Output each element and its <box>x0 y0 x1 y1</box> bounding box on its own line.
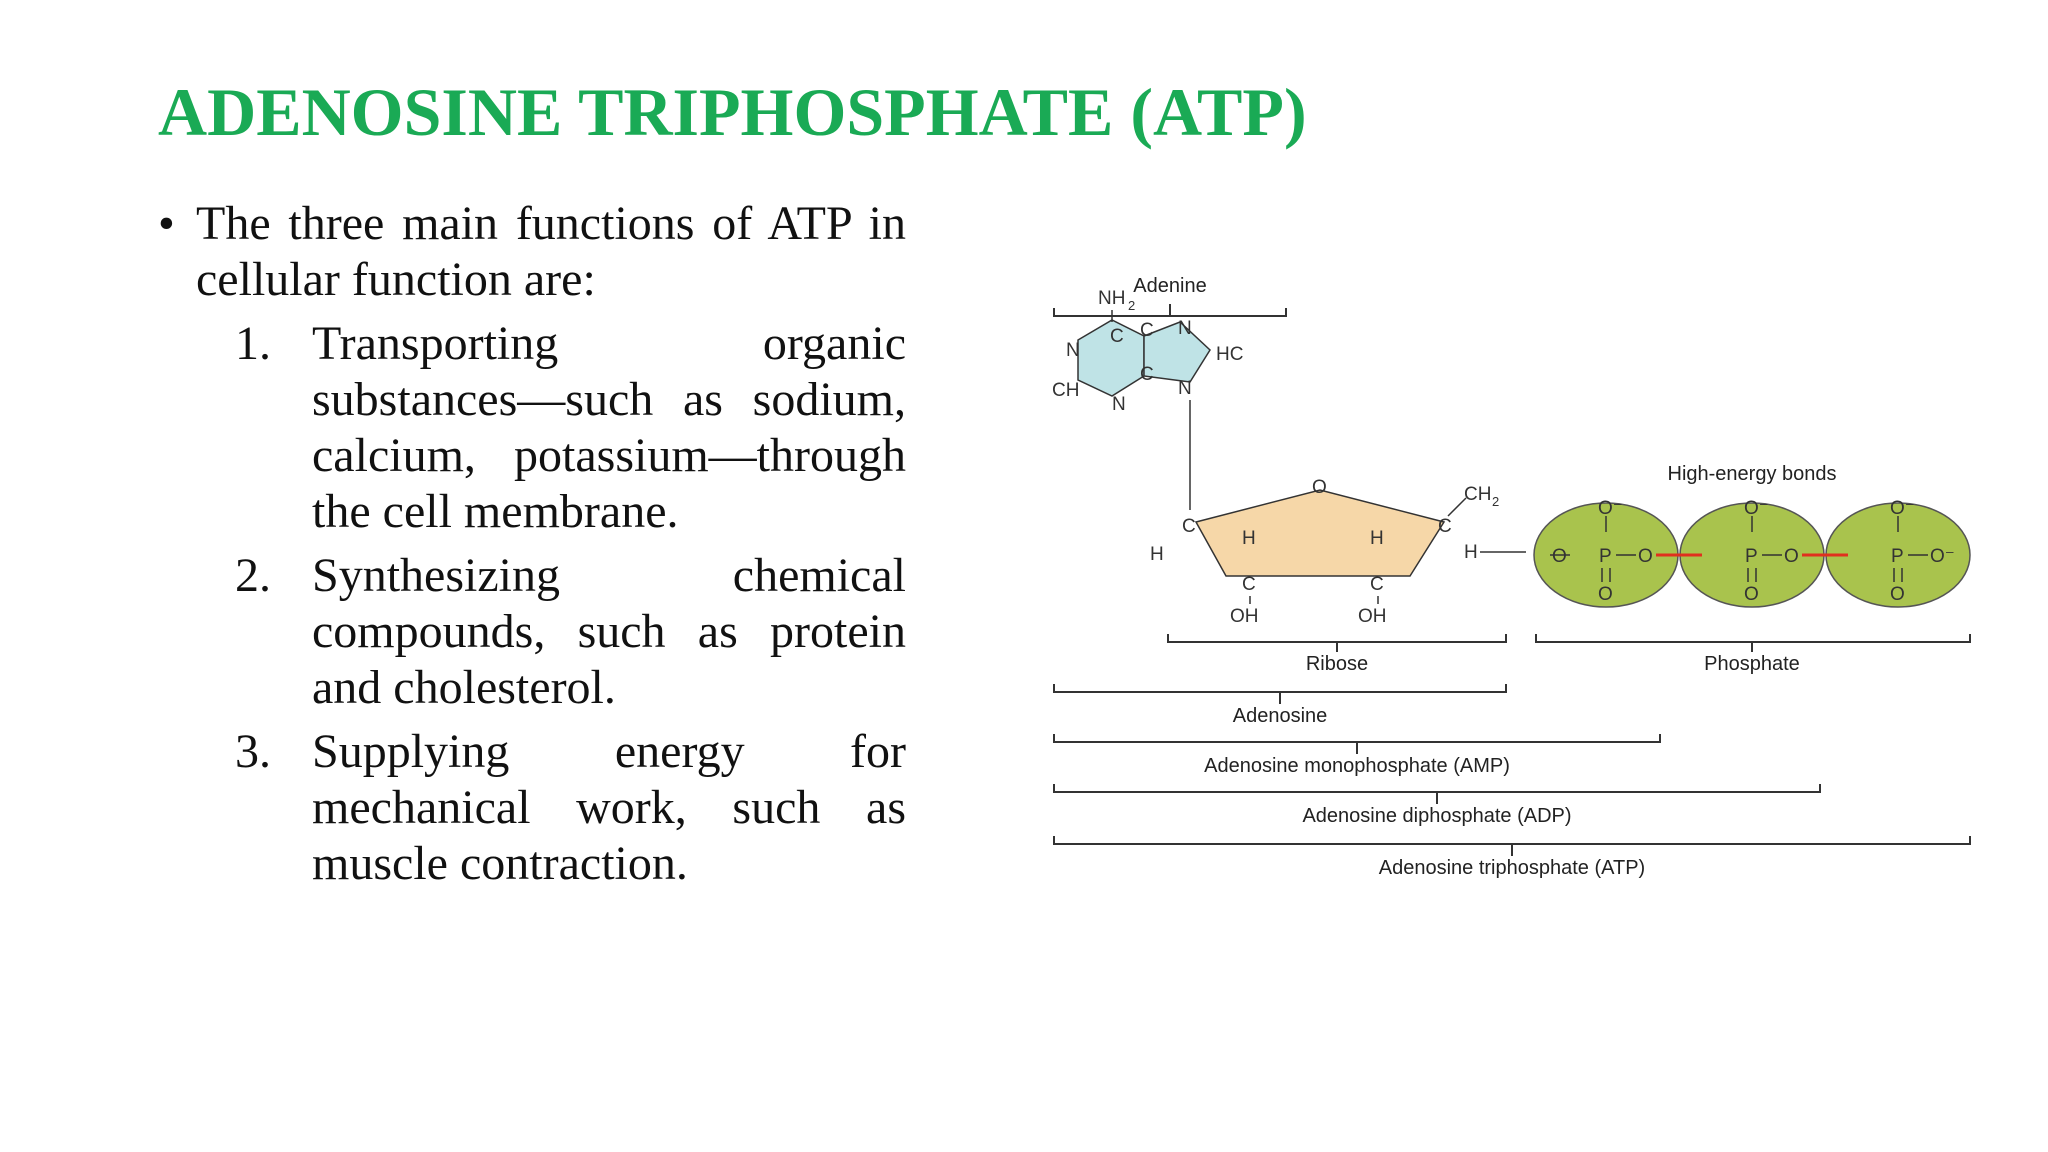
slide-title: ADENOSINE TRIPHOSPHATE (ATP) <box>158 74 1307 150</box>
function-list <box>158 316 906 892</box>
intro-text: The three main functions of ATP in cellular function are: <box>196 197 906 306</box>
atom-label: CH <box>1464 484 1492 505</box>
atom-label: O <box>1312 477 1327 498</box>
atom-label: O <box>1784 546 1799 567</box>
atom-label: C <box>1182 516 1196 537</box>
list-item <box>158 316 906 540</box>
atom-label: H <box>1370 528 1384 549</box>
atom-label: O⁻ <box>1598 498 1623 519</box>
amp-label: Adenosine monophosphate (AMP) <box>1204 755 1510 777</box>
atom-label: N <box>1178 378 1192 399</box>
atom-label: H <box>1242 528 1256 549</box>
atom-label: O <box>1552 546 1567 567</box>
atom-label: O⁻ <box>1890 498 1915 519</box>
list-item <box>158 724 906 892</box>
atom-label: C <box>1242 574 1256 595</box>
list-item-text: Synthesizing chemical compounds, such as protein and cholesterol. <box>312 549 906 714</box>
atom-label: H <box>1464 542 1478 563</box>
atom-label: N <box>1112 394 1126 415</box>
list-item-text: Transporting organic substances—such as sodium, calcium, potassium—through the cell membrane. <box>312 317 906 538</box>
phosphate-label: Phosphate <box>1704 653 1800 675</box>
atp-structure-diagram <box>1040 260 1980 900</box>
adp-label: Adenosine diphosphate (ADP) <box>1302 805 1572 827</box>
slide-body <box>158 196 906 892</box>
atom-label: P <box>1745 546 1758 567</box>
atom-label: P <box>1891 546 1904 567</box>
atom-label: C <box>1110 326 1124 347</box>
list-number: 3. <box>235 725 271 778</box>
high-energy-bonds-label: High-energy bonds <box>1667 463 1837 485</box>
atom-label: N <box>1178 318 1192 339</box>
ribose-label: Ribose <box>1305 653 1369 675</box>
atom-label: OH <box>1358 606 1387 627</box>
atom-subscript: 2 <box>1128 298 1136 313</box>
atom-label: HC <box>1216 344 1244 365</box>
list-item <box>158 548 906 716</box>
list-item-text: Supplying energy for mechanical work, such as muscle contraction. <box>312 725 906 890</box>
atom-label: C <box>1140 320 1154 341</box>
atom-subscript: 2 <box>1492 494 1500 509</box>
bullet-dot-icon: • <box>158 197 175 250</box>
atom-label: N <box>1066 340 1080 361</box>
adenosine-label: Adenosine <box>1232 705 1328 727</box>
atom-label: C <box>1140 364 1154 385</box>
atom-label: C <box>1370 574 1384 595</box>
atom-label: OH <box>1230 606 1259 627</box>
atom-label: O <box>1598 584 1613 605</box>
atom-label: O <box>1744 584 1759 605</box>
atom-label: C <box>1438 516 1452 537</box>
atom-label: P <box>1599 546 1612 567</box>
bullet-intro <box>158 196 906 308</box>
atom-label: O <box>1890 584 1905 605</box>
atom-label: O⁻ <box>1744 498 1769 519</box>
list-number: 2. <box>235 549 271 602</box>
atp-label: Adenosine triphosphate (ATP) <box>1378 857 1646 879</box>
list-number: 1. <box>235 317 271 370</box>
atom-label: O⁻ <box>1930 546 1955 567</box>
atom-label: CH <box>1052 380 1080 401</box>
adenine-label: Adenine <box>1133 275 1207 297</box>
atom-label: H <box>1150 544 1164 565</box>
atom-label: NH <box>1098 288 1126 309</box>
atom-label: O <box>1638 546 1653 567</box>
